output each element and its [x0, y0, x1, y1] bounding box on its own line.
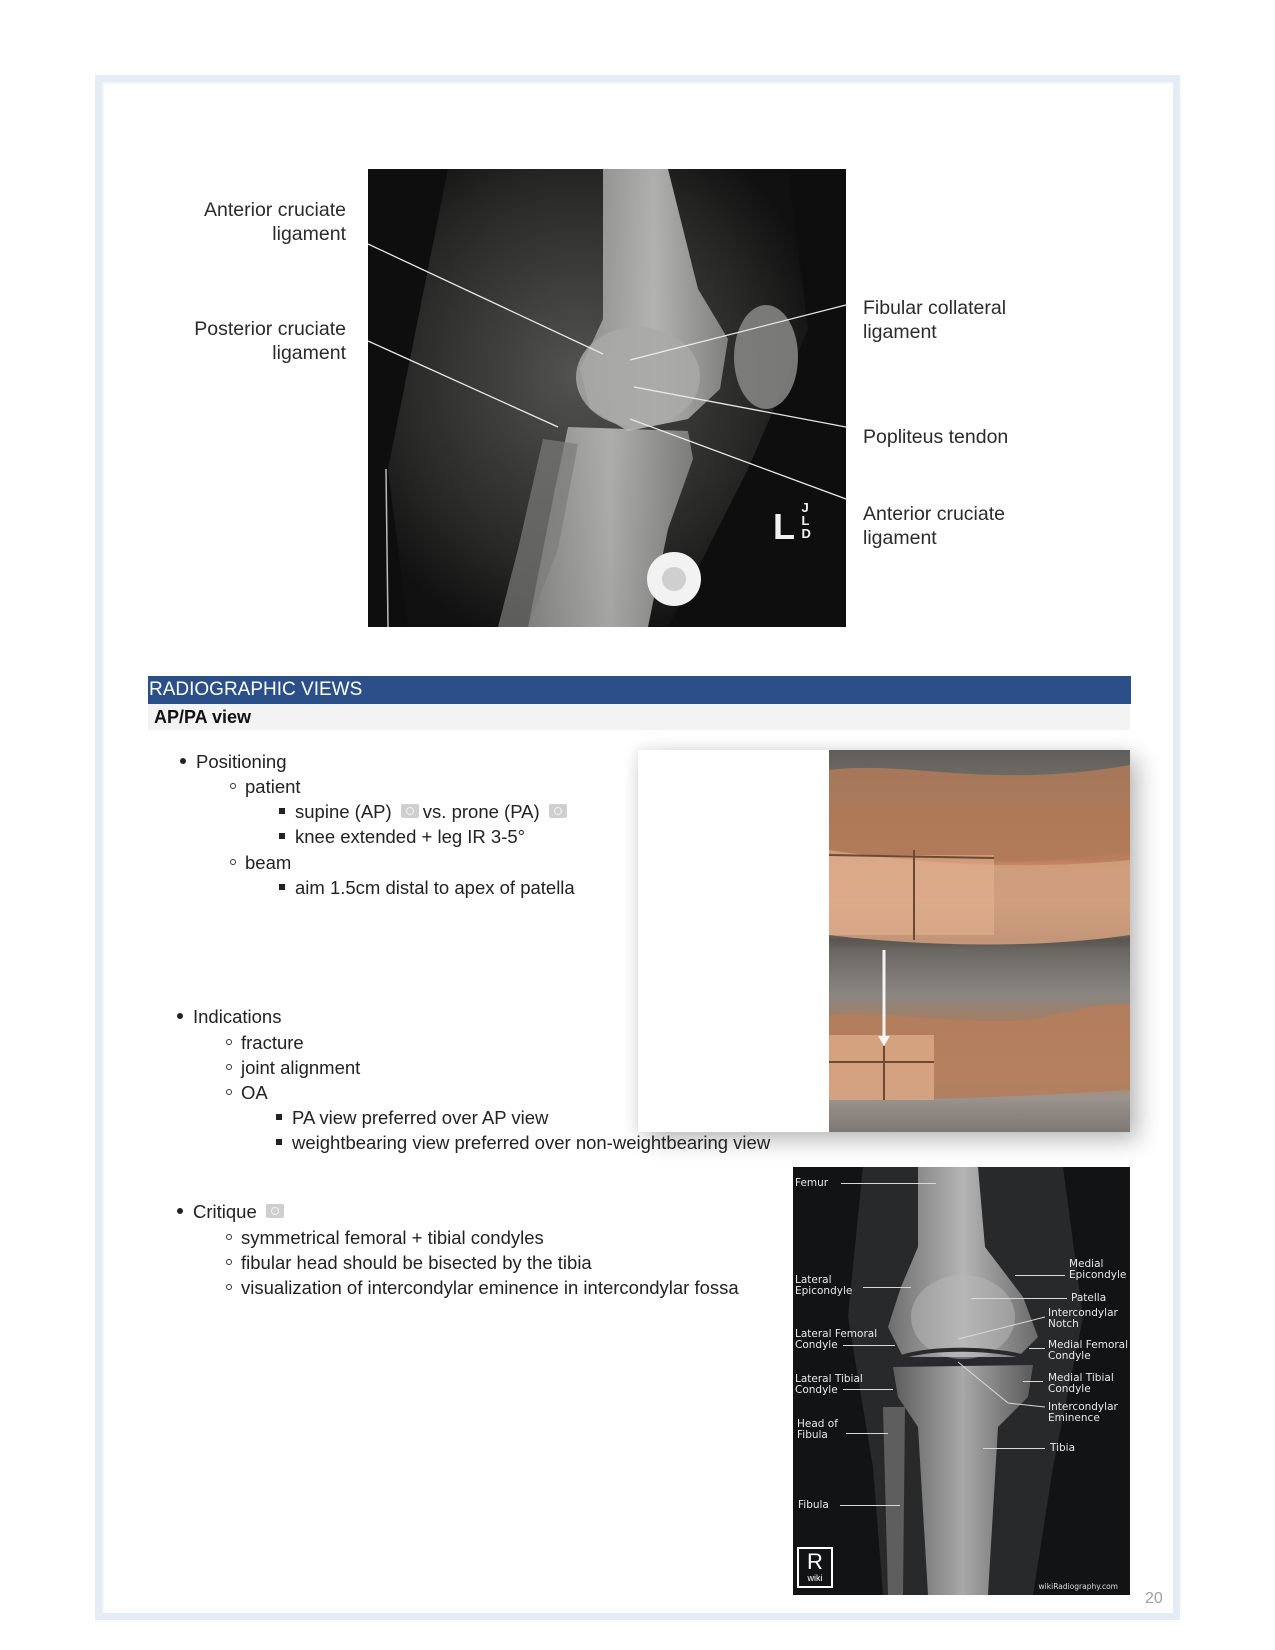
ap-label-lateral-femoral-condyle: Lateral Femoral Condyle: [795, 1328, 878, 1351]
bullet-dot: [180, 758, 186, 764]
bullet-fracture: fracture: [226, 1031, 304, 1055]
pointer-line: [1015, 1275, 1065, 1276]
ap-label-medial-epicondyle: Medial Epicondyle: [1069, 1258, 1127, 1281]
bullet-circle: [226, 1064, 232, 1070]
bullet-positioning: Positioning: [180, 750, 287, 774]
ap-label-head-of-fibula: Head of Fibula: [797, 1418, 838, 1441]
label-acl-right: Anterior cruciate ligament: [863, 503, 1005, 549]
label-pcl: Posterior cruciate ligament: [194, 318, 346, 364]
bullet-square: [276, 1139, 282, 1145]
lateral-knee-xray: [368, 169, 846, 627]
bullet-patient: patient: [230, 775, 301, 799]
xray-lateral-graphic: [368, 169, 846, 627]
ap-knee-xray: [793, 1167, 1130, 1595]
photo-prone-graphic: [829, 950, 1130, 1132]
camera-icon[interactable]: [401, 804, 419, 818]
pointer-line: [841, 1183, 936, 1184]
pointer-line: [843, 1345, 895, 1346]
label-acl-left: Anterior cruciate ligament: [204, 199, 346, 245]
pointer-line: [843, 1389, 893, 1390]
label-popliteus: Popliteus tendon: [863, 426, 1009, 448]
pointer-line: [1029, 1348, 1045, 1349]
bullet-circle: [226, 1039, 232, 1045]
bullet-circle: [226, 1089, 232, 1095]
bullet-critique-1: symmetrical femoral + tibial condyles: [226, 1226, 544, 1250]
section-header: RADIOGRAPHIC VIEWS: [148, 676, 1131, 704]
bullet-dot: [177, 1208, 183, 1214]
bullet-beam-aim: aim 1.5cm distal to apex of patella: [279, 876, 575, 900]
bullet-indications: Indications: [177, 1005, 281, 1029]
bullet-circle: [226, 1259, 232, 1265]
bullet-weightbearing: weightbearing view preferred over non-weightbearing view: [276, 1131, 770, 1155]
subsection-header: AP/PA view: [148, 704, 1130, 730]
bullet-supine-prone: supine (AP) vs. prone (PA): [279, 800, 571, 824]
bullet-circle: [230, 859, 236, 865]
positioning-photo-panel: [638, 750, 1130, 1132]
pointer-line: [971, 1298, 1067, 1299]
rwiki-logo: R wiki: [797, 1547, 833, 1588]
bullet-circle: [226, 1284, 232, 1290]
bullet-square: [279, 808, 285, 814]
bullet-oa: OA: [226, 1081, 268, 1105]
bullet-circle: [226, 1234, 232, 1240]
ap-label-lateral-epicondyle: Lateral Epicondyle: [795, 1274, 853, 1297]
photo-supine-knee: [829, 750, 1130, 950]
bullet-critique: Critique: [177, 1200, 288, 1224]
bullet-pa-preferred: PA view preferred over AP view: [276, 1106, 548, 1130]
label-fibular-collateral: Fibular collateral ligament: [863, 297, 1007, 343]
ap-label-medial-tibial-condyle: Medial Tibial Condyle: [1048, 1372, 1114, 1395]
photo-supine-graphic: [829, 750, 1130, 950]
camera-icon[interactable]: [266, 1204, 284, 1218]
bullet-circle: [230, 783, 236, 789]
pointer-line: [846, 1433, 888, 1434]
pointer-line: [840, 1505, 900, 1506]
ap-label-femur: Femur: [795, 1177, 829, 1189]
ap-label-tibia: Tibia: [1050, 1442, 1076, 1454]
bullet-square: [276, 1114, 282, 1120]
ap-label-intercondylar-notch: Intercondylar Notch: [1048, 1307, 1118, 1330]
bullet-critique-2: fibular head should be bisected by the tibia: [226, 1251, 592, 1275]
photo-prone-knee: [829, 950, 1130, 1132]
bullet-joint-alignment: joint alignment: [226, 1056, 360, 1080]
ap-label-patella: Patella: [1071, 1292, 1107, 1304]
bullet-beam: beam: [230, 851, 291, 875]
photo-blank-area: [638, 750, 829, 1132]
image-credit: wikiRadiography.com: [1038, 1582, 1118, 1591]
ap-label-lateral-tibial-condyle: Lateral Tibial Condyle: [795, 1373, 863, 1396]
page-number: 20: [1145, 1590, 1163, 1607]
bullet-critique-3: visualization of intercondylar eminence in intercondylar fossa: [226, 1276, 739, 1300]
camera-icon[interactable]: [549, 804, 567, 818]
side-marker: L J L D: [773, 500, 811, 547]
pointer-line: [983, 1448, 1045, 1449]
ap-label-fibula: Fibula: [798, 1499, 829, 1511]
pointer-line: [863, 1287, 911, 1288]
bullet-dot: [177, 1013, 183, 1019]
bullet-square: [279, 884, 285, 890]
bullet-square: [279, 833, 285, 839]
bullet-knee-extended: knee extended + leg IR 3-5°: [279, 825, 525, 849]
ap-label-intercondylar-eminence: Intercondylar Eminence: [1048, 1401, 1118, 1424]
pointer-line: [1023, 1381, 1043, 1382]
ap-label-medial-femoral-condyle: Medial Femoral Condyle: [1048, 1339, 1129, 1362]
